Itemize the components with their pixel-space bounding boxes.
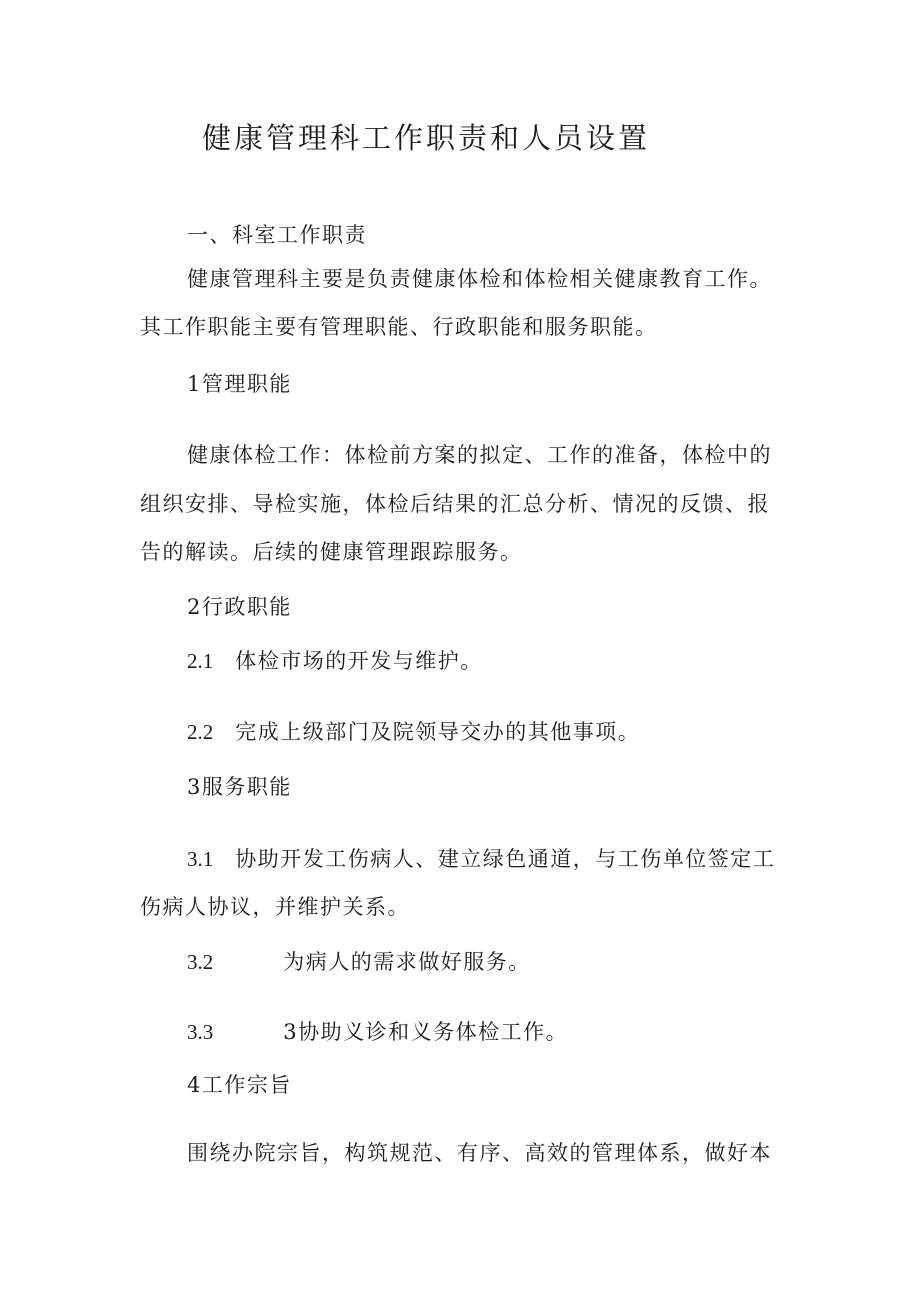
item-number: 3.1	[187, 847, 214, 871]
heading-service-functions: 3服务职能	[187, 775, 292, 799]
item-text: 协助开发工伤病人、建立绿色通道，与工伤单位签定工	[235, 847, 776, 871]
heading-management-functions: 1管理职能	[187, 372, 292, 396]
service-item-3-1-line-2: 伤病人协议，并维护关系。	[140, 895, 410, 919]
item-number: 2.1	[187, 649, 214, 673]
item-number: 2.2	[187, 720, 214, 744]
intro-line-2: 其工作职能主要有管理职能、行政职能和服务职能。	[140, 315, 658, 339]
service-item-3-2	[187, 948, 531, 976]
management-paragraph-line-3: 告的解读。后续的健康管理跟踪服务。	[140, 540, 523, 564]
item-text: 体检市场的开发与维护。	[235, 649, 483, 673]
item-number: 3.2	[187, 950, 214, 974]
admin-item-2-2	[187, 718, 640, 746]
admin-item-2-1	[187, 647, 483, 675]
item-text: 3协助义诊和义务体检工作。	[283, 1020, 569, 1044]
item-text: 完成上级部门及院领导交办的其他事项。	[235, 720, 641, 744]
purpose-paragraph-line-1: 围绕办院宗旨，构筑规范、有序、高效的管理体系，做好本	[187, 1141, 772, 1165]
heading-administrative-functions: 2行政职能	[187, 595, 292, 619]
heading-work-purpose: 4工作宗旨	[187, 1073, 292, 1097]
document-title: 健康管理科工作职责和人员设置	[202, 121, 651, 155]
service-item-3-1-line-1	[187, 845, 775, 873]
intro-line-1: 健康管理科主要是负责健康体检和体检相关健康教育工作。	[187, 267, 772, 291]
management-paragraph-line-1: 健康体检工作：体检前方案的拟定、工作的准备，体检中的	[187, 443, 772, 467]
item-text: 为病人的需求做好服务。	[283, 950, 531, 974]
management-paragraph-line-2: 组织安排、导检实施，体检后结果的汇总分析、情况的反馈、报	[140, 492, 770, 516]
service-item-3-3	[187, 1018, 568, 1046]
section-heading-duties: 一、科室工作职责	[187, 223, 367, 247]
item-number: 3.3	[187, 1020, 214, 1044]
